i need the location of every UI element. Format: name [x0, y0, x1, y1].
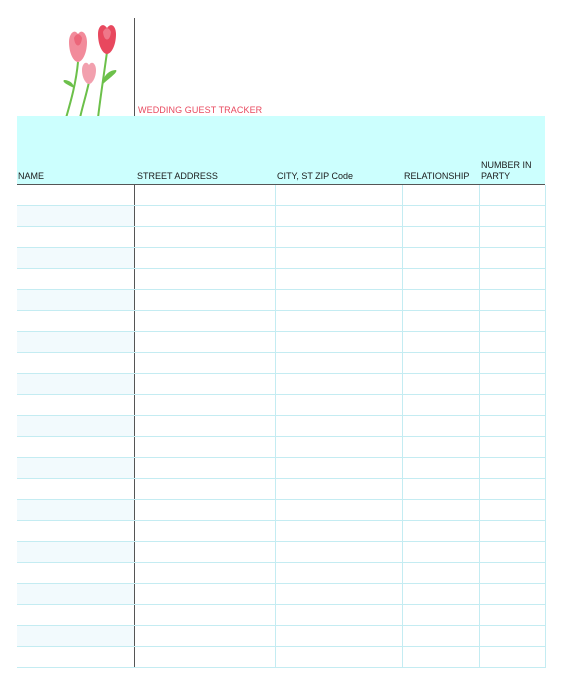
table-cell[interactable]: [17, 563, 134, 584]
table-cell[interactable]: [134, 185, 275, 206]
table-cell[interactable]: [275, 206, 402, 227]
table-cell[interactable]: [479, 626, 545, 647]
table-cell[interactable]: [134, 458, 275, 479]
table-cell[interactable]: [17, 353, 134, 374]
table-cell[interactable]: [134, 227, 275, 248]
table-cell[interactable]: [134, 437, 275, 458]
table-row: [17, 605, 545, 626]
table-row: [17, 563, 545, 584]
table-cell[interactable]: [479, 353, 545, 374]
table-cell[interactable]: [402, 479, 479, 500]
table-cell[interactable]: [275, 248, 402, 269]
table-cell[interactable]: [275, 290, 402, 311]
table-cell[interactable]: [402, 521, 479, 542]
table-cell[interactable]: [17, 332, 134, 353]
table-cell[interactable]: [275, 185, 402, 206]
table-cell[interactable]: [134, 206, 275, 227]
table-cell[interactable]: [402, 542, 479, 563]
column-header-band: [17, 116, 545, 184]
table-cell[interactable]: [275, 227, 402, 248]
document-title: WEDDING GUEST TRACKER: [138, 105, 263, 115]
table-cell[interactable]: [402, 563, 479, 584]
table-row: [17, 332, 545, 353]
table-cell[interactable]: [275, 311, 402, 332]
table-cell[interactable]: [479, 584, 545, 605]
table-row: [17, 290, 545, 311]
table-cell[interactable]: [479, 227, 545, 248]
table-cell[interactable]: [275, 584, 402, 605]
table-row: [17, 437, 545, 458]
table-cell[interactable]: [134, 248, 275, 269]
table-cell[interactable]: [17, 626, 134, 647]
column-header-relationship: RELATIONSHIP: [404, 171, 470, 181]
table-cell[interactable]: [17, 374, 134, 395]
table-cell[interactable]: [402, 647, 479, 668]
table-cell[interactable]: [17, 458, 134, 479]
table-cell[interactable]: [479, 248, 545, 269]
table-cell[interactable]: [275, 479, 402, 500]
table-row: [17, 185, 545, 206]
table-cell[interactable]: [402, 206, 479, 227]
table-cell[interactable]: [275, 647, 402, 668]
table-row: [17, 353, 545, 374]
table-cell[interactable]: [17, 584, 134, 605]
table-cell[interactable]: [275, 395, 402, 416]
table-cell[interactable]: [402, 374, 479, 395]
table-cell[interactable]: [479, 332, 545, 353]
table-cell[interactable]: [275, 437, 402, 458]
table-cell[interactable]: [275, 458, 402, 479]
table-cell[interactable]: [275, 374, 402, 395]
table-cell[interactable]: [275, 353, 402, 374]
column-header-street-address: STREET ADDRESS: [137, 171, 218, 181]
table-cell[interactable]: [402, 395, 479, 416]
table-cell[interactable]: [402, 269, 479, 290]
table-cell[interactable]: [134, 563, 275, 584]
table-cell[interactable]: [17, 647, 134, 668]
table-cell[interactable]: [479, 374, 545, 395]
table-cell[interactable]: [134, 584, 275, 605]
table-row: [17, 374, 545, 395]
table-row: [17, 206, 545, 227]
table-cell[interactable]: [402, 332, 479, 353]
table-cell[interactable]: [479, 416, 545, 437]
table-row: [17, 584, 545, 605]
table-cell[interactable]: [134, 626, 275, 647]
table-cell[interactable]: [134, 332, 275, 353]
table-cell[interactable]: [479, 437, 545, 458]
table-cell[interactable]: [402, 290, 479, 311]
table-cell[interactable]: [134, 500, 275, 521]
table-cell[interactable]: [402, 353, 479, 374]
table-cell[interactable]: [134, 311, 275, 332]
table-cell[interactable]: [17, 542, 134, 563]
table-cell[interactable]: [275, 416, 402, 437]
table-cell[interactable]: [134, 521, 275, 542]
table-row: [17, 416, 545, 437]
table-cell[interactable]: [17, 311, 134, 332]
table-cell[interactable]: [479, 647, 545, 668]
table-cell[interactable]: [402, 416, 479, 437]
table-cell[interactable]: [134, 395, 275, 416]
table-cell[interactable]: [134, 269, 275, 290]
table-row: [17, 521, 545, 542]
table-cell[interactable]: [275, 332, 402, 353]
table-cell[interactable]: [17, 269, 134, 290]
table-cell[interactable]: [402, 626, 479, 647]
table-cell[interactable]: [17, 227, 134, 248]
table-cell[interactable]: [17, 206, 134, 227]
table-row: [17, 269, 545, 290]
table-cell[interactable]: [17, 605, 134, 626]
guest-table: [17, 185, 546, 668]
table-cell[interactable]: [479, 605, 545, 626]
table-cell[interactable]: [134, 479, 275, 500]
tulip-illustration: [60, 24, 130, 118]
table-cell[interactable]: [402, 584, 479, 605]
table-cell[interactable]: [134, 416, 275, 437]
table-row: [17, 311, 545, 332]
column-header-city-st-zip: CITY, ST ZIP Code: [277, 171, 354, 181]
table-cell[interactable]: [479, 521, 545, 542]
table-cell[interactable]: [275, 563, 402, 584]
table-cell[interactable]: [479, 206, 545, 227]
table-cell[interactable]: [479, 311, 545, 332]
table-cell[interactable]: [134, 542, 275, 563]
column-header-name: NAME: [18, 171, 45, 181]
table-cell[interactable]: [134, 374, 275, 395]
table-row: [17, 458, 545, 479]
table-cell[interactable]: [479, 290, 545, 311]
table-cell[interactable]: [402, 185, 479, 206]
table-row: [17, 626, 545, 647]
table-cell[interactable]: [134, 605, 275, 626]
table-cell[interactable]: [479, 542, 545, 563]
table-cell[interactable]: [402, 605, 479, 626]
table-cell[interactable]: [17, 500, 134, 521]
table-cell[interactable]: [275, 521, 402, 542]
table-row: [17, 500, 545, 521]
table-row: [17, 227, 545, 248]
column-header-number-in-party: NUMBER IN PARTY: [481, 160, 532, 181]
table-cell[interactable]: [479, 395, 545, 416]
table-cell[interactable]: [479, 479, 545, 500]
table-cell[interactable]: [402, 437, 479, 458]
table-row: [17, 395, 545, 416]
table-cell[interactable]: [402, 500, 479, 521]
table-cell[interactable]: [17, 416, 134, 437]
table-cell[interactable]: [17, 437, 134, 458]
table-cell[interactable]: [479, 269, 545, 290]
table-cell[interactable]: [275, 500, 402, 521]
table-cell[interactable]: [17, 395, 134, 416]
table-cell[interactable]: [479, 500, 545, 521]
table-cell[interactable]: [275, 626, 402, 647]
table-cell[interactable]: [17, 248, 134, 269]
table-cell[interactable]: [479, 458, 545, 479]
table-cell[interactable]: [275, 269, 402, 290]
table-cell[interactable]: [17, 521, 134, 542]
table-row: [17, 542, 545, 563]
table-cell[interactable]: [17, 185, 134, 206]
table-cell[interactable]: [402, 311, 479, 332]
table-cell[interactable]: [17, 290, 134, 311]
table-row: [17, 248, 545, 269]
table-cell[interactable]: [402, 248, 479, 269]
table-row: [17, 479, 545, 500]
table-cell[interactable]: [275, 542, 402, 563]
table-cell[interactable]: [134, 290, 275, 311]
table-cell[interactable]: [17, 479, 134, 500]
table-cell[interactable]: [134, 353, 275, 374]
table-cell[interactable]: [275, 605, 402, 626]
table-cell[interactable]: [479, 563, 545, 584]
table-cell[interactable]: [479, 185, 545, 206]
table-cell[interactable]: [134, 647, 275, 668]
table-row: [17, 647, 545, 668]
table-cell[interactable]: [402, 227, 479, 248]
table-cell[interactable]: [402, 458, 479, 479]
